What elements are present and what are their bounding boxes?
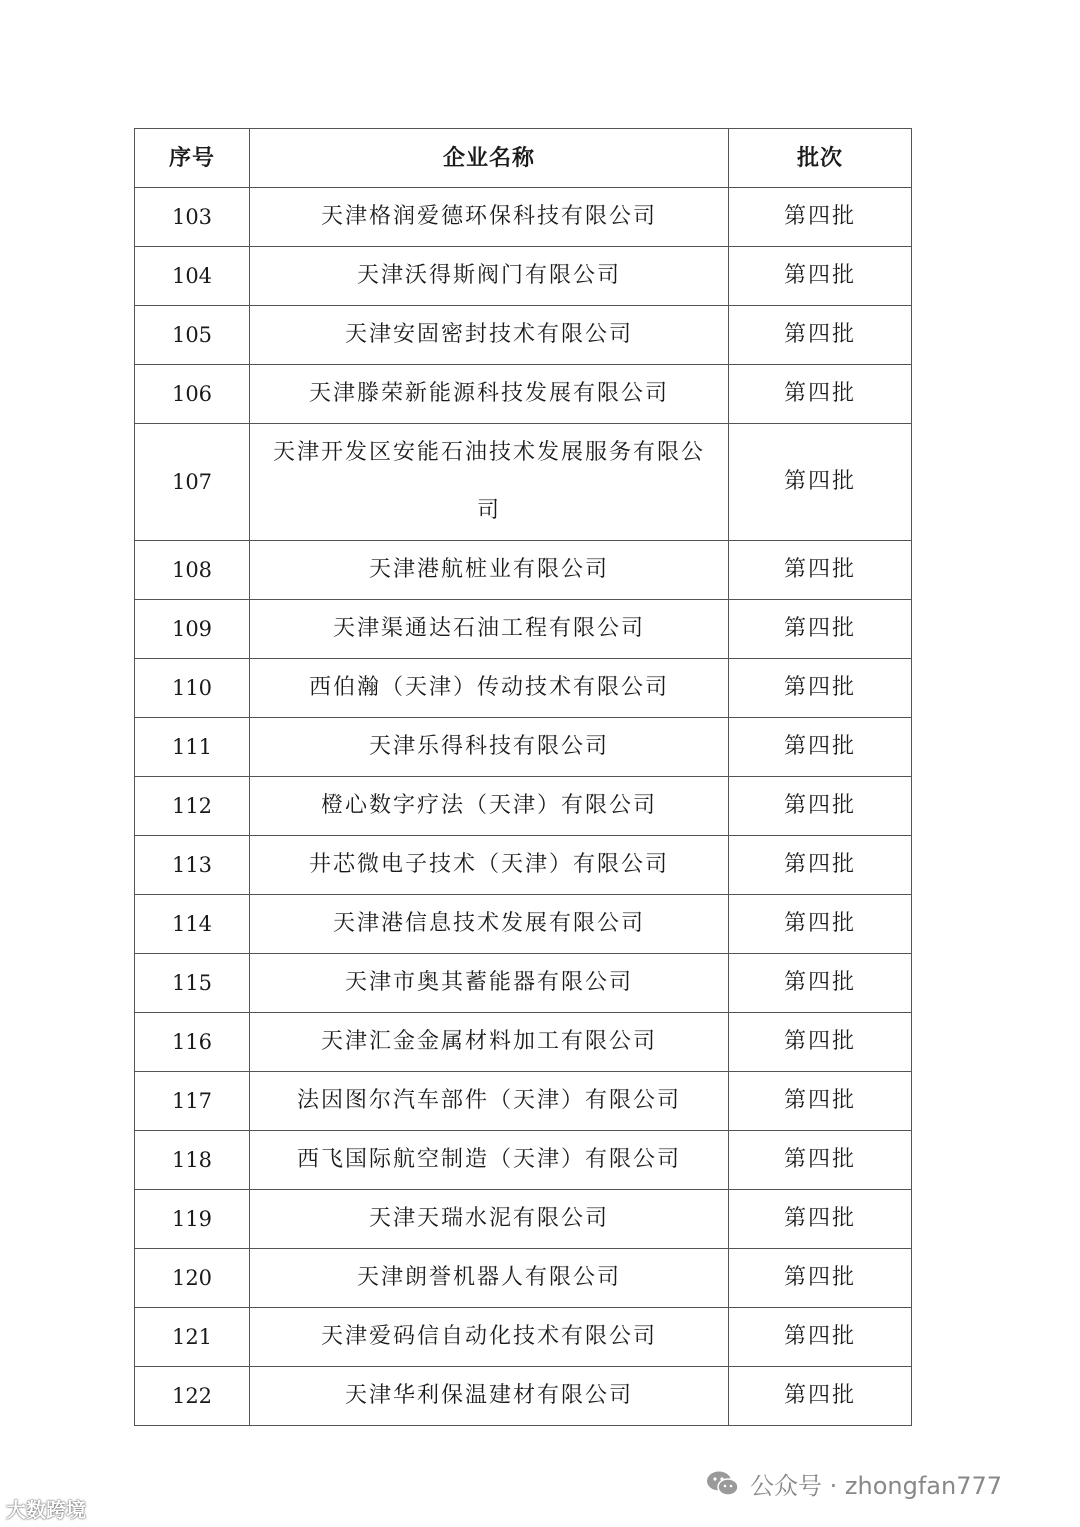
row-no: 110 [135, 659, 250, 718]
row-company-name: 天津安固密封技术有限公司 [250, 306, 729, 365]
table-row [135, 365, 912, 424]
row-company-name: 井芯微电子技术（天津）有限公司 [250, 836, 729, 895]
row-no: 114 [135, 895, 250, 954]
row-batch: 第四批 [729, 1072, 912, 1131]
row-batch: 第四批 [729, 306, 912, 365]
row-batch: 第四批 [729, 1131, 912, 1190]
row-batch: 第四批 [729, 1308, 912, 1367]
table-row [135, 306, 912, 365]
row-no: 111 [135, 718, 250, 777]
row-company-name [250, 424, 729, 541]
row-no: 113 [135, 836, 250, 895]
row-batch: 第四批 [729, 1013, 912, 1072]
row-company-name: 天津汇金金属材料加工有限公司 [250, 1013, 729, 1072]
table-row [135, 718, 912, 777]
header-company-name: 企业名称 [250, 129, 729, 188]
row-batch: 第四批 [729, 424, 912, 541]
table-row [135, 836, 912, 895]
row-batch: 第四批 [729, 541, 912, 600]
row-batch: 第四批 [729, 1367, 912, 1426]
company-table [134, 128, 912, 1426]
row-company-name: 天津华利保温建材有限公司 [250, 1367, 729, 1426]
row-company-name: 天津滕荣新能源科技发展有限公司 [250, 365, 729, 424]
row-batch: 第四批 [729, 247, 912, 306]
row-no: 109 [135, 600, 250, 659]
row-company-name: 天津乐得科技有限公司 [250, 718, 729, 777]
row-company-name: 天津港信息技术发展有限公司 [250, 895, 729, 954]
row-batch: 第四批 [729, 954, 912, 1013]
table-row [135, 777, 912, 836]
table-row [135, 1308, 912, 1367]
table-row [135, 600, 912, 659]
table-header-row [135, 129, 912, 188]
row-batch: 第四批 [729, 659, 912, 718]
row-no: 118 [135, 1131, 250, 1190]
row-no: 121 [135, 1308, 250, 1367]
row-company-name: 西伯瀚（天津）传动技术有限公司 [250, 659, 729, 718]
wechat-icon [706, 1470, 740, 1498]
row-no: 103 [135, 188, 250, 247]
row-company-name: 西飞国际航空制造（天津）有限公司 [250, 1131, 729, 1190]
row-no: 107 [135, 424, 250, 541]
row-company-name: 天津爱码信自动化技术有限公司 [250, 1308, 729, 1367]
row-company-name: 天津市奥其蓄能器有限公司 [250, 954, 729, 1013]
table-row [135, 1013, 912, 1072]
row-no: 112 [135, 777, 250, 836]
table-row [135, 659, 912, 718]
row-batch: 第四批 [729, 836, 912, 895]
table-row [135, 1190, 912, 1249]
table-row [135, 188, 912, 247]
row-batch: 第四批 [729, 1190, 912, 1249]
row-batch: 第四批 [729, 718, 912, 777]
row-company-name-line1: 天津开发区安能石油技术发展服务有限公 [272, 440, 705, 465]
row-company-name: 法因图尔汽车部件（天津）有限公司 [250, 1072, 729, 1131]
row-no: 116 [135, 1013, 250, 1072]
row-no: 104 [135, 247, 250, 306]
watermark-left: 大数跨境 [6, 1498, 86, 1522]
table-row [135, 247, 912, 306]
row-no: 106 [135, 365, 250, 424]
row-batch: 第四批 [729, 188, 912, 247]
row-no: 117 [135, 1072, 250, 1131]
table-row [135, 895, 912, 954]
header-batch: 批次 [729, 129, 912, 188]
table-row [135, 424, 912, 541]
table-row [135, 541, 912, 600]
row-company-name: 天津沃得斯阀门有限公司 [250, 247, 729, 306]
row-batch: 第四批 [729, 600, 912, 659]
row-batch: 第四批 [729, 777, 912, 836]
row-no: 108 [135, 541, 250, 600]
row-batch: 第四批 [729, 895, 912, 954]
table-row [135, 1249, 912, 1308]
row-no: 119 [135, 1190, 250, 1249]
table-row [135, 1367, 912, 1426]
table-row [135, 1072, 912, 1131]
row-no: 105 [135, 306, 250, 365]
row-no: 122 [135, 1367, 250, 1426]
row-batch: 第四批 [729, 1249, 912, 1308]
row-company-name: 天津格润爱德环保科技有限公司 [250, 188, 729, 247]
table-row [135, 1131, 912, 1190]
row-company-name: 天津渠通达石油工程有限公司 [250, 600, 729, 659]
row-company-name: 橙心数字疗法（天津）有限公司 [250, 777, 729, 836]
watermark-right-label: 公众号 · zhongfan777 [750, 1472, 1002, 1500]
row-batch: 第四批 [729, 365, 912, 424]
row-no: 120 [135, 1249, 250, 1308]
row-no: 115 [135, 954, 250, 1013]
row-company-name: 天津港航桩业有限公司 [250, 541, 729, 600]
header-no: 序号 [135, 129, 250, 188]
row-company-name: 天津天瑞水泥有限公司 [250, 1190, 729, 1249]
table-row [135, 954, 912, 1013]
watermark-right [706, 1466, 1002, 1501]
row-company-name: 天津朗誉机器人有限公司 [250, 1249, 729, 1308]
row-company-name-line2: 司 [476, 498, 501, 523]
